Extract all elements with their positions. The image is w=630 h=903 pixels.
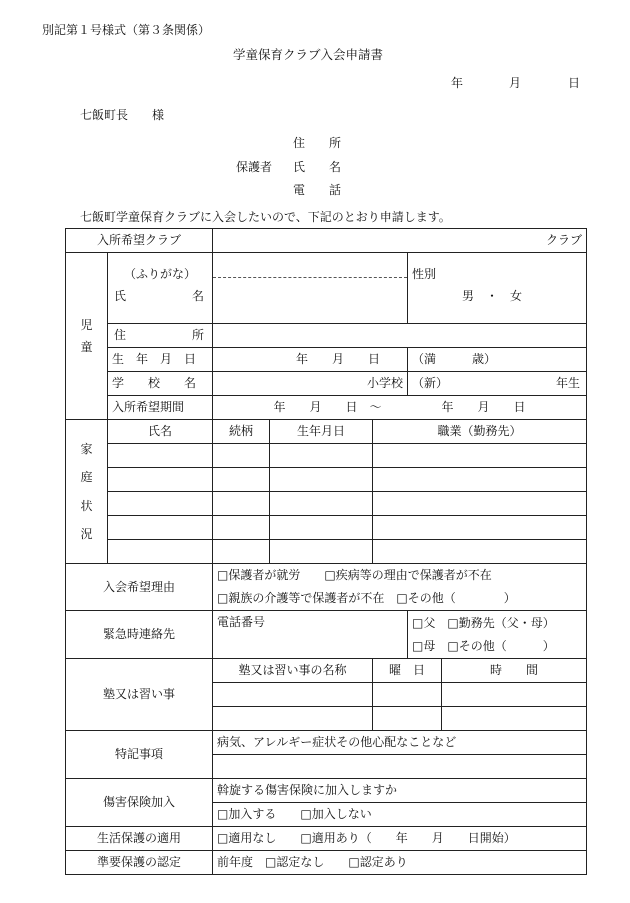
lesson-day-field[interactable]	[373, 683, 442, 707]
guardian-label: 保護者	[236, 160, 273, 174]
club-suffix: クラブ	[546, 233, 583, 248]
guardian-address-label: 住 所	[293, 136, 342, 150]
notes-field[interactable]	[213, 755, 587, 779]
guardian-phone-label: 電 話	[293, 183, 342, 197]
reason-options-1[interactable]: □保護者が就労 □疾病等の理由で保護者が不在	[213, 564, 587, 588]
club-label: 入所希望クラブ	[66, 229, 213, 253]
reason-options-2[interactable]: □親族の介護等で保護者が不在 □その他（ ）	[213, 587, 587, 611]
child-section-label: 児 童	[66, 253, 108, 420]
gender-cell[interactable]	[408, 253, 587, 324]
family-birthdate-field[interactable]	[270, 516, 373, 540]
family-relation-field[interactable]	[213, 444, 270, 468]
welfare-options[interactable]: □適用なし □適用あり（ 年 月 日開始）	[213, 827, 587, 851]
age-field[interactable]: （満 歳）	[408, 348, 587, 372]
lesson-day-field[interactable]	[373, 707, 442, 731]
emergency-label: 緊急時連絡先	[66, 611, 213, 659]
family-relation-field[interactable]	[213, 516, 270, 540]
furigana-field[interactable]	[213, 253, 407, 278]
school-field[interactable]: 小学校	[213, 372, 408, 396]
emergency-options-1[interactable]: □父 □勤務先（父・母）	[408, 611, 587, 635]
family-header-relation: 続柄	[213, 420, 270, 444]
grade-field[interactable]: （新） 年生	[408, 372, 587, 396]
welfare-label: 生活保護の適用	[66, 827, 213, 851]
family-occupation-field[interactable]	[373, 516, 587, 540]
notes-label: 特記事項	[66, 731, 213, 779]
family-name-field[interactable]	[108, 468, 213, 492]
form-number: 別記第１号様式（第３条関係）	[42, 23, 211, 37]
family-name-field[interactable]	[108, 492, 213, 516]
family-birthdate-field[interactable]	[270, 492, 373, 516]
family-birthdate-field[interactable]	[270, 468, 373, 492]
family-occupation-field[interactable]	[373, 444, 587, 468]
child-name-field[interactable]	[213, 253, 408, 324]
child-name-input[interactable]	[213, 278, 407, 323]
lesson-time-field[interactable]	[442, 683, 587, 707]
application-form-table	[65, 228, 587, 875]
lessons-label: 塾又は習い事	[66, 659, 213, 731]
school-label: 学 校 名	[108, 372, 213, 396]
quasi-welfare-label: 準要保護の認定	[66, 851, 213, 875]
addressee: 七飯町長 様	[80, 108, 165, 122]
birthdate-field[interactable]: 年 月 日	[213, 348, 408, 372]
date-month-label: 月	[509, 76, 522, 90]
page-title: 学童保育クラブ入会申請書	[233, 47, 384, 62]
family-header-occupation: 職業（勤務先）	[373, 420, 587, 444]
lessons-header-day: 曜 日	[373, 659, 442, 683]
quasi-welfare-options[interactable]: 前年度 □認定なし □認定あり	[213, 851, 587, 875]
lesson-name-field[interactable]	[213, 683, 373, 707]
lessons-header-time: 時 間	[442, 659, 587, 683]
birthdate-label: 生 年 月 日	[108, 348, 213, 372]
insurance-label: 傷害保険加入	[66, 779, 213, 827]
gender-label: 性別	[412, 267, 437, 281]
date-year-label: 年	[451, 76, 464, 90]
lesson-name-field[interactable]	[213, 707, 373, 731]
emergency-phone-field[interactable]	[213, 611, 408, 659]
family-header-name: 氏名	[108, 420, 213, 444]
family-birthdate-field[interactable]	[270, 444, 373, 468]
family-name-field[interactable]	[108, 516, 213, 540]
family-occupation-field[interactable]	[373, 540, 587, 564]
family-name-field[interactable]	[108, 540, 213, 564]
period-field[interactable]: 年 月 日 ～ 年 月 日	[213, 396, 587, 420]
family-occupation-field[interactable]	[373, 492, 587, 516]
family-relation-field[interactable]	[213, 492, 270, 516]
period-label: 入所希望期間	[108, 396, 213, 420]
family-birthdate-field[interactable]	[270, 540, 373, 564]
insurance-options[interactable]: □加入する □加入しない	[213, 803, 587, 827]
family-header-birthdate: 生年月日	[270, 420, 373, 444]
guardian-name-label: 氏 名	[293, 160, 342, 174]
notes-hint: 病気、アレルギー症状その他心配なことなど	[213, 731, 587, 755]
lessons-header-name: 塾又は習い事の名称	[213, 659, 373, 683]
furigana-label: （ふりがな）	[124, 267, 197, 281]
family-relation-field[interactable]	[213, 468, 270, 492]
family-relation-field[interactable]	[213, 540, 270, 564]
child-address-field[interactable]	[213, 324, 587, 348]
club-field[interactable]	[213, 229, 587, 253]
gender-options[interactable]: 男 ・ 女	[462, 289, 523, 304]
child-address-label: 住 所	[108, 324, 213, 348]
intro-text: 七飯町学童保育クラブに入会したいので、下記のとおり申請します。	[80, 210, 451, 224]
date-day-label: 日	[568, 76, 581, 90]
child-name-label: （ふりがな） 氏 名	[108, 253, 213, 324]
reason-label: 入会希望理由	[66, 564, 213, 611]
phone-number-label: 電話番号	[217, 615, 266, 629]
family-occupation-field[interactable]	[373, 468, 587, 492]
emergency-options-2[interactable]: □母 □その他（ ）	[408, 635, 587, 659]
family-section-label: 家 庭 状 況	[66, 420, 108, 564]
lesson-time-field[interactable]	[442, 707, 587, 731]
insurance-question: 斡旋する傷害保険に加入しますか	[213, 779, 587, 803]
family-name-field[interactable]	[108, 444, 213, 468]
